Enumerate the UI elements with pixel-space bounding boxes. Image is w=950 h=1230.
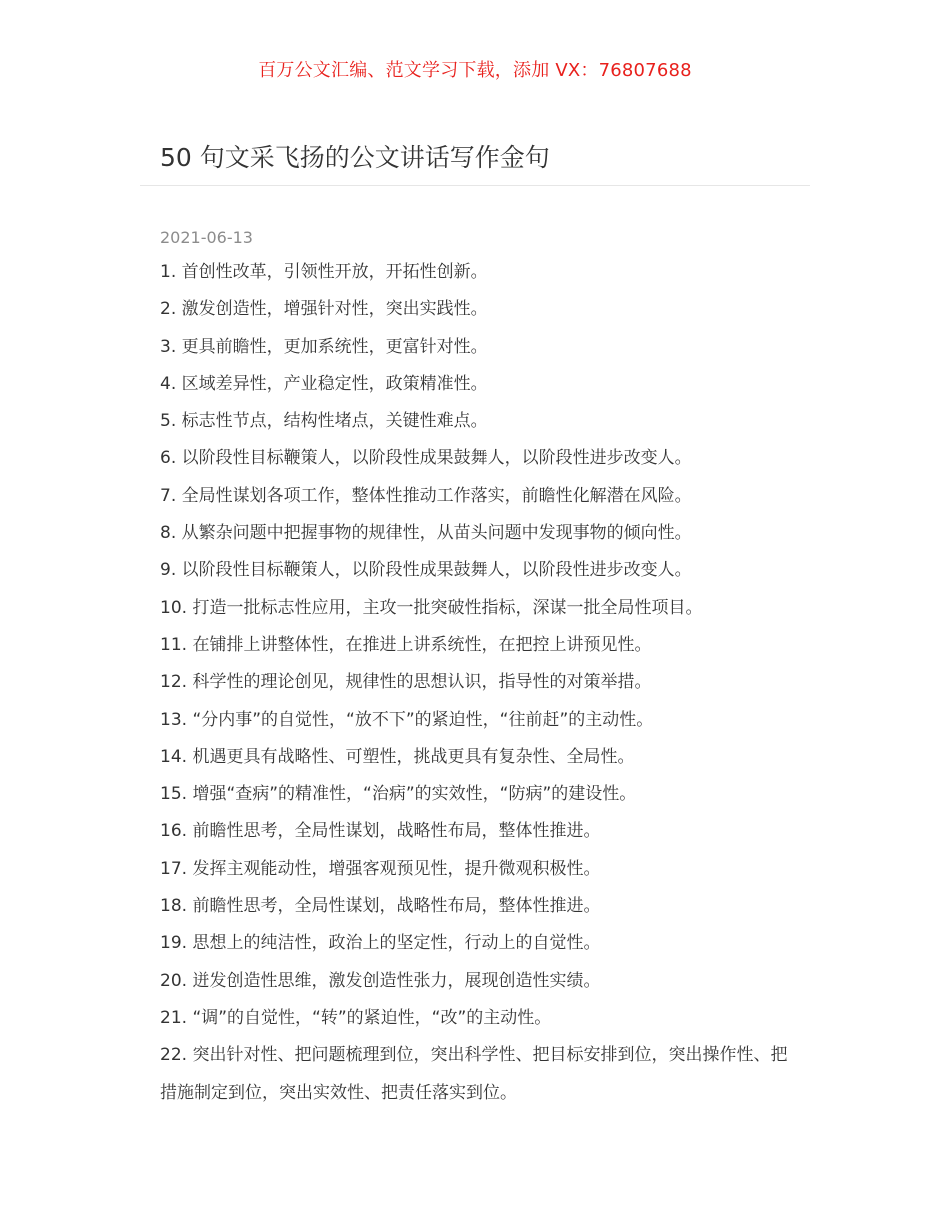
list-item: 13. “分内事”的自觉性，“放不下”的紧迫性，“往前赶”的主动性。	[160, 709, 654, 730]
list-item: 18. 前瞻性思考，全局性谋划，战略性布局，整体性推进。	[160, 896, 601, 917]
list-item: 12. 科学性的理论创见，规律性的思想认识，指导性的对策举措。	[160, 672, 652, 693]
list-item: 3. 更具前瞻性，更加系统性，更富针对性。	[160, 336, 488, 357]
list-item: 5. 标志性节点，结构性堵点，关键性难点。	[160, 411, 488, 432]
list-item: 4. 区域差异性，产业稳定性，政策精准性。	[160, 373, 488, 394]
list-item: 20. 迸发创造性思维，激发创造性张力，展现创造性实绩。	[160, 970, 601, 991]
list-item: 7. 全局性谋划各项工作，整体性推动工作落实，前瞻性化解潜在风险。	[160, 485, 692, 506]
publish-date: 2021-06-13	[160, 228, 253, 247]
list-item: 11. 在铺排上讲整体性，在推进上讲系统性，在把控上讲预见性。	[160, 634, 652, 655]
title-divider	[140, 185, 810, 186]
list-item: 8. 从繁杂问题中把握事物的规律性，从苗头问题中发现事物的倾向性。	[160, 523, 692, 544]
list-item: 16. 前瞻性思考，全局性谋划，战略性布局，整体性推进。	[160, 821, 601, 842]
quote-list	[160, 254, 800, 1112]
list-item: 22. 突出针对性、把问题梳理到位，突出科学性、把目标安排到位，突出操作性、把措施制定到位，突出实效性、把责任落实到位。	[160, 1045, 788, 1103]
promo-banner: 百万公文汇编、范文学习下载，添加 VX：76807688	[258, 60, 692, 81]
list-item: 19. 思想上的纯洁性，政治上的坚定性，行动上的自觉性。	[160, 933, 601, 954]
list-item: 21. “调”的自觉性，“转”的紧迫性，“改”的主动性。	[160, 1007, 552, 1028]
list-item: 17. 发挥主观能动性，增强客观预见性，提升微观积极性。	[160, 858, 601, 879]
list-item: 10. 打造一批标志性应用，主攻一批突破性指标，深谋一批全局性项目。	[160, 597, 703, 618]
list-item: 14. 机遇更具有战略性、可塑性，挑战更具有复杂性、全局性。	[160, 746, 635, 767]
list-item: 1. 首创性改革，引领性开放，开拓性创新。	[160, 262, 488, 282]
list-item: 2. 激发创造性，增强针对性，突出实践性。	[160, 299, 488, 320]
list-item: 9. 以阶段性目标鞭策人，以阶段性成果鼓舞人，以阶段性进步改变人。	[160, 560, 692, 581]
list-item: 6. 以阶段性目标鞭策人，以阶段性成果鼓舞人，以阶段性进步改变人。	[160, 448, 692, 469]
article-title: 50 句文采飞扬的公文讲话写作金句	[160, 143, 550, 172]
list-item: 15. 增强“查病”的精准性，“治病”的实效性，“防病”的建设性。	[160, 784, 637, 805]
